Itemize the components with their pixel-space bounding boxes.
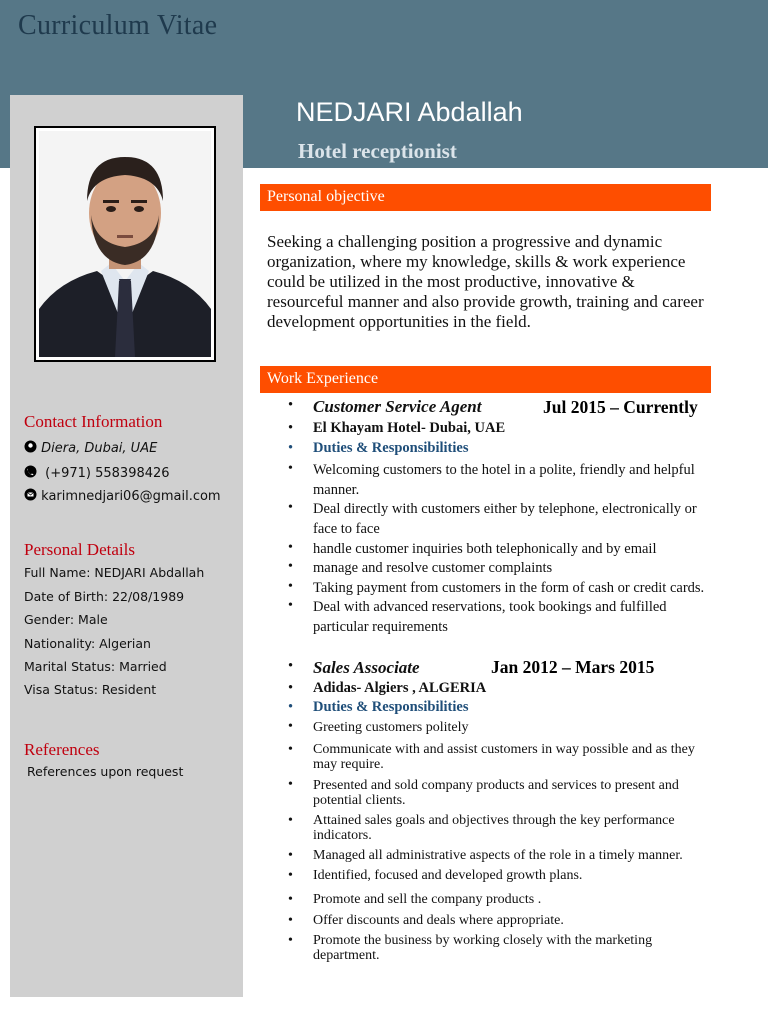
portrait-image: [39, 131, 211, 357]
job-1-duty: Deal with advanced reservations, took bookings and fulfilled particular requirements: [313, 599, 667, 635]
bullet-icon: •: [288, 742, 293, 757]
job-2-duty: Managed all administrative aspects of the role in a timely manner.: [313, 848, 683, 863]
bullet-icon: •: [288, 777, 293, 792]
bullet-icon: •: [288, 913, 293, 928]
personal-details-heading: Personal Details: [24, 540, 135, 559]
detail-visa-status: Visa Status: Resident: [24, 682, 157, 697]
job-2-duty: Identified, focused and developed growth plans.: [313, 868, 583, 883]
section-personal-objective: Personal objective: [260, 184, 711, 211]
candidate-job-title: Hotel receptionist: [298, 139, 457, 163]
job-2-duty: Greeting customers politely: [313, 720, 469, 735]
bullet-icon: •: [288, 658, 294, 674]
bullet-icon: •: [288, 813, 293, 828]
email-icon: [24, 488, 37, 501]
bullet-icon: •: [288, 559, 293, 574]
bullet-icon: •: [288, 598, 293, 613]
job-2-duty: Promote and sell the company products .: [313, 892, 542, 907]
document-title: Curriculum Vitae: [18, 10, 218, 41]
detail-date-of-birth: Date of Birth: 22/08/1989: [24, 589, 185, 604]
job-2-duty: Attained sales goals and objectives through the key performance indicators.: [313, 813, 675, 843]
detail-nationality: Nationality: Algerian: [24, 636, 151, 651]
job-1-duty: handle customer inquiries both telephonically and by email: [313, 541, 657, 557]
job-1-duties-label: Duties & Responsibilities: [313, 440, 469, 456]
bullet-icon: •: [288, 719, 293, 734]
contact-heading: Contact Information: [24, 412, 163, 431]
bullet-icon: •: [288, 440, 294, 456]
contact-phone-text: (+971) 558398426: [45, 466, 170, 481]
bullet-icon: •: [288, 500, 293, 515]
location-pin-icon: [24, 440, 37, 453]
bullet-icon: •: [288, 848, 293, 863]
bullet-icon: •: [288, 540, 293, 555]
objective-text: Seeking a challenging position a progressive and dynamic organization, where my knowledge, skills & work experience could be utilized in the most productive, innovative & resourceful manner and also provide growth, training and career development opportunities in the field.: [267, 232, 704, 331]
bullet-icon: •: [288, 680, 294, 696]
job-1-duty: Welcoming customers to the hotel in a polite, friendly and helpful manner.: [313, 462, 695, 498]
job-1-company: El Khayam Hotel- Dubai, UAE: [313, 420, 506, 436]
references-text: References upon request: [27, 764, 184, 779]
job-1-duty: manage and resolve customer complaints: [313, 560, 553, 576]
job-2-company: Adidas- Algiers , ALGERIA: [313, 680, 487, 696]
job-2-duties-label: Duties & Responsibilities: [313, 699, 469, 715]
job-2-duty: Offer discounts and deals where appropriate.: [313, 913, 564, 928]
profile-photo: [34, 126, 216, 362]
bullet-icon: •: [288, 397, 294, 413]
job-1-date: Jul 2015 – Currently: [543, 397, 698, 417]
bullet-icon: •: [288, 933, 293, 948]
bullet-icon: •: [288, 420, 294, 436]
job-2-duty: Communicate with and assist customers in way possible and as they may require.: [313, 742, 695, 772]
job-1-title: Customer Service Agent: [313, 397, 482, 416]
contact-location: [24, 440, 157, 456]
detail-gender: Gender: Male: [24, 612, 108, 627]
contact-phone: [24, 465, 170, 481]
job-2-date: Jan 2012 – Mars 2015: [491, 657, 655, 677]
bullet-icon: •: [288, 579, 293, 594]
job-1-duty: Deal directly with customers either by telephone, electronically or face to face: [313, 501, 697, 537]
section-work-experience: Work Experience: [260, 366, 711, 393]
job-1-duty: Taking payment from customers in the form of cash or credit cards.: [313, 580, 705, 596]
bullet-icon: •: [288, 868, 293, 883]
phone-icon: [24, 465, 37, 478]
bullet-icon: •: [288, 699, 294, 715]
bullet-icon: •: [288, 461, 293, 476]
detail-full-name: Full Name: NEDJARI Abdallah: [24, 565, 205, 580]
detail-marital-status: Marital Status: Married: [24, 659, 167, 674]
contact-location-text: Diera, Dubai, UAE: [41, 441, 158, 456]
references-heading: References: [24, 740, 100, 759]
candidate-name: NEDJARI Abdallah: [296, 97, 523, 127]
contact-email: [24, 488, 221, 504]
job-2-duty: Promote the business by working closely with the marketing department.: [313, 933, 653, 963]
job-2-duty: Presented and sold company products and services to present and potential clients.: [313, 778, 679, 808]
contact-email-text: karimnedjari06@gmail.com: [41, 489, 221, 504]
job-2-title: Sales Associate: [313, 658, 420, 677]
bullet-icon: •: [288, 892, 293, 907]
